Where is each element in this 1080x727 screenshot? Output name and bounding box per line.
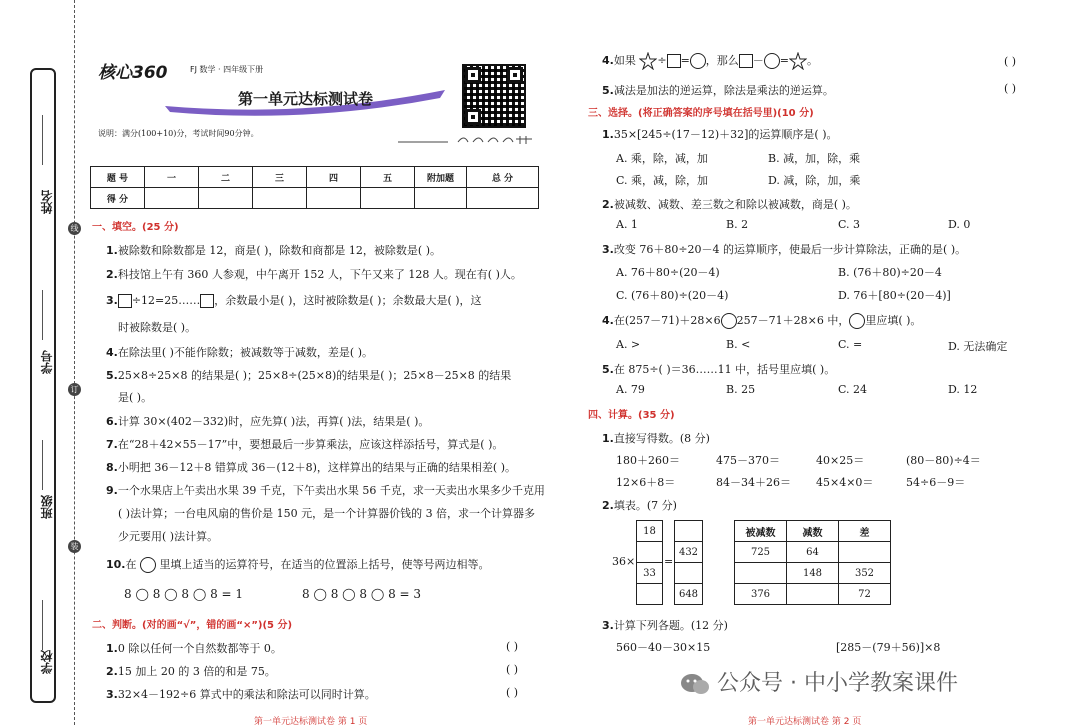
option[interactable]: D. 76＋[80÷(20－4)] <box>838 289 951 302</box>
part-4-3: 3.计算下列各题。(12 分) <box>602 619 728 632</box>
qr-code-icon <box>462 64 526 128</box>
score-cell[interactable] <box>415 188 467 209</box>
oral-calc: 475－370＝ <box>716 454 780 467</box>
part-4-1: 1.直接写得数。(8 分) <box>602 432 710 445</box>
table-header: 被减数 <box>735 521 787 542</box>
section-3-heading: 三、选择。(将正确答案的序号填在括号里)(10 分) <box>588 108 814 119</box>
score-header: 三 <box>253 167 307 188</box>
table-cell[interactable] <box>637 542 663 563</box>
score-cell[interactable] <box>361 188 415 209</box>
seal-mark: 线 <box>68 222 81 235</box>
table-cell: 64 <box>787 542 839 563</box>
binding-cut-line <box>74 0 75 725</box>
table-cell[interactable] <box>675 563 703 584</box>
question-2-4: 4.如果 ÷ = ，那么 － = 。 <box>602 52 818 70</box>
option[interactable]: D. 无法确定 <box>948 340 1008 353</box>
question-1-3: 3. ÷12=25…… ，余数最小是( )，这时被除数是( )；余数最大是( )，这 <box>106 294 482 307</box>
circle-icon <box>690 53 706 69</box>
footer-page-1: 第一单元达标测试卷 第 1 页 <box>254 717 368 727</box>
option[interactable]: B. 2 <box>726 218 749 231</box>
question-3-3: 3.改变 76＋80÷20－4 的运算顺序，使最后一步计算除法，正确的是( )。 <box>602 243 967 256</box>
question-1-10: 10.在 里填上适当的运算符号，在适当的位置添上括号，使等号两边相等。 <box>106 558 490 571</box>
option[interactable]: C. 乘，减，除，加 <box>616 174 709 187</box>
part-4-2: 2.填表。(7 分) <box>602 499 677 512</box>
blank-circle[interactable] <box>849 313 865 329</box>
question-1-5: 5.25×8÷25×8 的结果是( )；25×8÷(25×8)的结果是( )；25×8－25×8 的结果 <box>106 369 512 382</box>
answer-paren[interactable]: ( ) <box>1004 55 1017 68</box>
section-4-heading: 四、计算。(35 分) <box>588 410 675 421</box>
table-header: 减数 <box>787 521 839 542</box>
oral-calc: 45×4×0＝ <box>816 476 874 489</box>
table-cell: 18 <box>637 521 663 542</box>
score-header: 题 号 <box>91 167 145 188</box>
blank-box[interactable] <box>118 294 132 308</box>
question-1-6: 6.计算 30×(402－332)时，应先算( )法，再算( )法，结果是( )。 <box>106 415 430 428</box>
question-1-9-cont2: 少元要用( )法计算。 <box>118 530 219 543</box>
class-label: 班级 <box>40 495 54 519</box>
score-cell[interactable] <box>145 188 199 209</box>
question-1-9-cont: ( )法计算；一台电风扇的售价是 150 元，是一个计算器价钱的 3 倍，求一个计算器多 <box>118 507 536 520</box>
question-1-8: 8.小明把 36－12＋8 错算成 36－(12＋8)，这样算出的结果与正确的结果相差( )。 <box>106 461 516 474</box>
oral-calc: 180＋260＝ <box>616 454 680 467</box>
table-cell: 33 <box>637 563 663 584</box>
subtraction-table <box>734 520 891 605</box>
option[interactable]: B. (76＋80)÷20－4 <box>838 266 942 279</box>
score-cell[interactable] <box>199 188 253 209</box>
option[interactable]: C. (76＋80)÷(20－4) <box>616 289 729 302</box>
option[interactable]: A. 79 <box>616 383 645 396</box>
subject-label: FJ 数学 · 四年级下册 <box>190 65 264 74</box>
option[interactable]: B. < <box>726 338 751 351</box>
multiplication-output-table <box>674 520 703 605</box>
table-cell: 352 <box>839 563 891 584</box>
table-cell[interactable] <box>839 542 891 563</box>
score-header: 附加题 <box>415 167 467 188</box>
question-1-5-cont: 是( )。 <box>118 391 153 404</box>
question-1-7: 7.在“28＋42×55－17”中，要想最后一步算乘法，应该这样添括号，算式是( )。 <box>106 438 504 451</box>
score-header: 一 <box>145 167 199 188</box>
blank-circle[interactable] <box>721 313 737 329</box>
question-3-5: 5.在 875÷( )＝36……11 中，括号里应填( )。 <box>602 363 836 376</box>
section-1-heading: 一、填空。(25 分) <box>92 222 179 233</box>
question-2-5: 5.减法是加法的逆运算，除法是乘法的逆运算。 <box>602 84 834 97</box>
table-cell[interactable] <box>637 584 663 605</box>
table-header: 差 <box>839 521 891 542</box>
oral-calc: 54÷6－9＝ <box>906 476 966 489</box>
oral-calc: 40×25＝ <box>816 454 865 467</box>
option[interactable]: A. 76＋80÷(20－4) <box>616 266 720 279</box>
score-header: 总 分 <box>467 167 539 188</box>
square-box-icon <box>739 54 753 68</box>
option[interactable]: B. 25 <box>726 383 756 396</box>
seal-mark: 订 <box>68 383 81 396</box>
multiplication-input-table <box>636 520 663 605</box>
oral-calc: 84－34＋26＝ <box>716 476 791 489</box>
table-cell: 648 <box>675 584 703 605</box>
score-table <box>90 166 539 209</box>
table-cell[interactable] <box>675 521 703 542</box>
section-2-heading: 二、判断。(对的画“√”，错的画“×”)(5 分) <box>92 620 293 631</box>
answer-paren[interactable]: ( ) <box>506 663 519 676</box>
student-id-label: 学号 <box>40 350 54 374</box>
equation-2: 8 ◯ 8 ◯ 8 ◯ 8 = 3 <box>302 587 422 601</box>
score-cell[interactable] <box>467 188 539 209</box>
option[interactable]: C. = <box>838 338 863 351</box>
option[interactable]: D. 12 <box>948 383 978 396</box>
question-3-2: 2.被减数、减数、差三数之和除以被减数，商是( )。 <box>602 198 857 211</box>
oral-calc: 12×6＋8＝ <box>616 476 676 489</box>
score-cell[interactable] <box>253 188 307 209</box>
question-1-1: 1.被除数和除数都是 12，商是( )，除数和商都是 12，被除数是( )。 <box>106 244 441 257</box>
table-cell: 148 <box>787 563 839 584</box>
star-icon <box>789 52 807 70</box>
wechat-icon <box>680 671 710 697</box>
equals-sign: = <box>664 555 674 568</box>
table-cell: 725 <box>735 542 787 563</box>
table-cell: 376 <box>735 584 787 605</box>
score-header: 四 <box>307 167 361 188</box>
expression-1: 560－40－30×15 <box>616 641 711 654</box>
seal-mark: 装 <box>68 540 81 553</box>
question-3-4: 4.在(257－71)＋28×6 257－71＋28×6 中， 里应填( )。 <box>602 314 922 327</box>
multiplier-label: 36× <box>612 555 636 568</box>
id-line <box>42 290 43 340</box>
question-1-2: 2.科技馆上午有 360 人参观，中午离开 152 人，下午又来了 128 人。现在有( )人。 <box>106 268 522 281</box>
circle-icon <box>764 53 780 69</box>
page-title: 第一单元达标测试卷 <box>238 90 374 108</box>
watermark: 公众号 · 中小学教案课件 <box>680 666 958 697</box>
question-2-3: 3.32×4－192÷6 算式中的乘法和除法可以同时计算。 <box>106 688 376 701</box>
score-header: 五 <box>361 167 415 188</box>
name-line <box>42 115 43 165</box>
option[interactable]: A. > <box>616 338 641 351</box>
answer-paren[interactable]: ( ) <box>1004 82 1017 95</box>
option[interactable]: C. 3 <box>838 218 861 231</box>
table-cell[interactable] <box>787 584 839 605</box>
binding-sidebar <box>30 68 56 703</box>
question-2-1: 1.0 除以任何一个自然数都等于 0。 <box>106 642 282 655</box>
table-cell[interactable] <box>735 563 787 584</box>
answer-paren[interactable]: ( ) <box>506 686 519 699</box>
option[interactable]: D. 减，除，加，乘 <box>768 174 861 187</box>
question-3-1: 1.35×[245÷(17－12)＋32]的运算顺序是( )。 <box>602 128 838 141</box>
question-2-2: 2.15 加上 20 的 3 倍的和是 75。 <box>106 665 276 678</box>
expression-2: [285－(79＋56)]×8 <box>836 641 941 654</box>
equation-1: 8 ◯ 8 ◯ 8 ◯ 8 = 1 <box>124 587 244 601</box>
brand-logo: 核心360 <box>98 63 168 83</box>
score-header: 二 <box>199 167 253 188</box>
footer-page-2: 第一单元达标测试卷 第 2 页 <box>748 717 862 727</box>
option[interactable]: A. 乘，除，减，加 <box>616 152 708 165</box>
exam-note: 说明：满分(100+10)分，考试时间90分钟。 <box>98 129 259 138</box>
question-1-9: 9.一个水果店上午卖出水果 39 千克，下午卖出水果 56 千克，求一天卖出水果多少千克用 <box>106 484 545 497</box>
table-cell: 72 <box>839 584 891 605</box>
answer-paren[interactable]: ( ) <box>506 640 519 653</box>
blank-circle[interactable] <box>140 557 156 573</box>
school-line <box>42 600 43 650</box>
blank-box[interactable] <box>200 294 214 308</box>
score-cell[interactable] <box>307 188 361 209</box>
score-row-label: 得 分 <box>91 188 145 209</box>
option[interactable]: B. 减，加，除，乘 <box>768 152 861 165</box>
question-1-3-cont: 时被除数是( )。 <box>118 321 197 334</box>
option[interactable]: A. 1 <box>616 218 638 231</box>
name-label: 姓名 <box>40 190 54 214</box>
star-icon <box>639 52 657 70</box>
class-line <box>42 440 43 490</box>
question-1-4: 4.在除法里( )不能作除数；被减数等于减数，差是( )。 <box>106 346 374 359</box>
decorative-waves-icon <box>398 132 538 146</box>
option[interactable]: C. 24 <box>838 383 868 396</box>
table-cell: 432 <box>675 542 703 563</box>
option[interactable]: D. 0 <box>948 218 971 231</box>
oral-calc: (80－80)÷4＝ <box>906 454 981 467</box>
square-box-icon <box>667 54 681 68</box>
school-label: 学校 <box>40 650 54 674</box>
